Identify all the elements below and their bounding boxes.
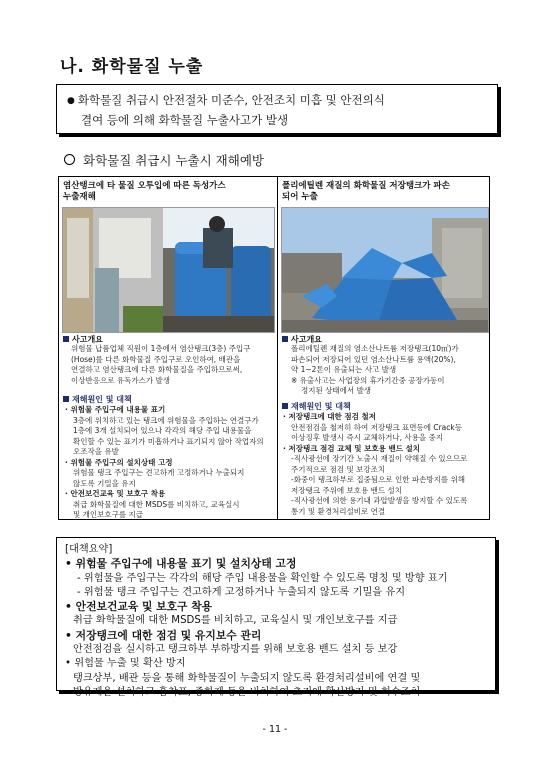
circle-bullet-icon <box>64 154 75 165</box>
summary-line-1 <box>67 91 489 111</box>
right-measures-text <box>283 412 487 517</box>
right-title-line1: 폴리에틸렌 재질의 화학물질 저장탱크가 파손 <box>282 181 450 191</box>
left-case-title <box>63 181 226 203</box>
right-overview-line: ※ 유출사고는 사업장의 휴가기간중 공장가동이 <box>291 375 445 385</box>
countermeasure-heading: • 위험물 주입구에 내용물 표기 및 설치상태 고정 <box>65 557 297 571</box>
section-title: 나. 화학물질 누출 <box>60 57 204 77</box>
left-measures-heading <box>63 394 132 405</box>
left-overview-line: 연결하고 염산탱크에 다른 화학물질을 주입하므로써, <box>71 365 243 374</box>
right-measures-head-text: 재해원인 및 대책 <box>291 402 351 411</box>
measure-heading: · 위험물 주입구에 내용물 표기 <box>65 405 166 414</box>
left-title-line2: 누출재해 <box>63 192 96 202</box>
column-divider <box>277 177 278 519</box>
page-number: - 11 - <box>262 724 288 735</box>
summary-line-2: 결여 등에 의해 화학물질 누출사고가 발생 <box>81 113 289 127</box>
right-overview-line: 약 1~2톤이 유출되는 사고 발생 <box>291 365 397 374</box>
right-case-title <box>282 181 450 203</box>
measure-detail: -화중이 탱크하부로 집중됨으로 인한 파손방지를 위해 <box>291 475 466 484</box>
case-table <box>58 176 490 520</box>
countermeasure-item: • 위험물 누출 및 확산 방지 <box>65 658 186 670</box>
measure-detail: 통기 및 환경처리설비로 연결 <box>291 506 386 516</box>
left-measures-head-text: 재해원인 및 대책 <box>72 395 132 404</box>
left-measures-text <box>65 405 275 521</box>
measure-detail: 않도록 기밀을 유지 <box>73 478 136 488</box>
countermeasure-item: - 위험물 탱크 주입구는 견고하게 고정하거나 누출되지 않도록 기밀을 유지 <box>77 586 406 598</box>
right-overview-line: 폴리에틸렌 재질의 염소산나트륨 저장탱크(10㎥)가 <box>291 344 459 353</box>
summary-box <box>56 84 498 134</box>
measure-heading: · 위험물 주입구의 설치상태 고정 <box>65 457 173 467</box>
right-measures-heading <box>282 401 351 412</box>
square-bullet-icon <box>282 336 288 342</box>
left-title-line1: 염산탱크에 타 물질 오투입에 따른 독성가스 <box>63 181 226 191</box>
countermeasure-heading: • 안전보건교육 및 보호구 착용 <box>65 600 213 614</box>
measure-detail: 3층에 위치하고 있는 탱크에 위험물을 주입하는 연결구가 <box>73 415 259 425</box>
countermeasures-list <box>65 557 487 700</box>
summary-text-1: 화학물질 취급시 안전절차 미준수, 안전조치 미흡 및 안전의식 <box>77 93 385 107</box>
measure-detail: 오조작을 유발 <box>73 447 119 456</box>
measure-detail: 안전점검을 철저히 하여 저장탱크 표면등에 Crack등 <box>291 422 462 432</box>
measure-heading: · 안전보건교육 및 보호구 착용 <box>65 489 166 498</box>
warehouse-photo-illustration <box>63 208 274 332</box>
countermeasure-item: 방유제을 설치하고 흡착포, 중화제 등을 비치하여 초기에 확산방지 및 회수조치 <box>73 686 421 698</box>
square-bullet-icon <box>63 396 69 402</box>
subheading-text: 화학물질 취급시 누출시 재해예방 <box>83 153 264 168</box>
right-case-photo <box>281 207 489 333</box>
measure-detail: 저장탱크 주위에 보호용 밴드 설치 <box>291 485 402 495</box>
countermeasure-item: 취급 화학물질에 대한 MSDS를 비치하고, 교육실시 및 개인보호구를 지급 <box>73 615 398 627</box>
measure-detail: 취급 화학물질에 대한 MSDS를 비치하고, 교육실시 <box>73 499 240 509</box>
measure-detail: -직사광선에 장기간 노출시 재질이 약해질 수 있으므로 <box>291 454 468 463</box>
right-overview-line: 파손되어 저장되어 있던 염소산나트륨 용액(20%), <box>291 354 456 364</box>
left-overview-line: 이상반응으로 유독가스가 발생 <box>71 375 170 385</box>
left-overview-head-text: 사고개요 <box>72 335 103 344</box>
countermeasure-heading: • 저장탱크에 대한 점검 및 유지보수 관리 <box>65 628 262 642</box>
left-overview-line: 위험물 납품업체 직원이 1층에서 염산탱크(3층) 주입구 <box>71 344 251 353</box>
measure-heading: · 저장탱크에 대한 점검 철저 <box>283 412 376 421</box>
measure-detail: 확인할 수 있는 표기가 미흡하거나 표기되지 않아 작업자의 <box>73 436 264 446</box>
left-case-photo <box>62 207 275 333</box>
square-bullet-icon <box>282 403 288 409</box>
bullet-dot: ● <box>67 96 75 106</box>
measure-detail: 및 개인보호구를 지급 <box>73 510 143 519</box>
right-title-line2: 되어 누출 <box>282 192 318 202</box>
subheading <box>64 151 264 169</box>
measure-detail: -직사광선에 의한 용기내 과압발생을 방지할 수 있도록 <box>291 496 468 505</box>
countermeasures-box <box>56 537 496 698</box>
measure-detail: 이상징후 발생시 즉시 교체하거나, 사용을 중지 <box>291 433 443 442</box>
left-overview-line: (Hose)를 다른 화학물질 주입구로 오인하여, 배관을 <box>71 354 241 364</box>
countermeasure-item: - 위험물을 주입구는 각각의 해당 주입 내용물을 확인할 수 있도록 명칭 및 방향 표기 <box>77 572 448 584</box>
square-bullet-icon <box>63 336 69 342</box>
right-overview-text <box>291 344 487 397</box>
broken-tank-photo-illustration <box>282 208 488 332</box>
measure-detail: 주기적으로 점검 및 보강조치 <box>291 464 386 474</box>
countermeasures-label: [대책요약] <box>65 544 113 555</box>
measure-detail: 1층에 3개 설치되어 있으나 각각의 해당 주입 내용물을 <box>73 426 252 435</box>
measure-detail: 위험물 탱크 주입구는 견고하게 고정하거나 누출되지 <box>73 468 245 477</box>
countermeasure-item: 탱크상부, 배관 등을 통해 화학물질이 누출되지 않도록 환경처리설비에 연결 및 <box>73 672 421 684</box>
countermeasure-item: 안전점검을 실시하고 탱크하부 부하방지를 위해 보호용 밴드 설치 등 보강 <box>73 644 398 656</box>
left-overview-text <box>71 344 275 386</box>
right-overview-head-text: 사고개요 <box>291 335 322 344</box>
measure-heading: · 저장탱크 점검 교체 및 보호용 밴드 설치 <box>283 443 421 453</box>
right-overview-line: 정지된 상태에서 발생 <box>301 386 371 395</box>
